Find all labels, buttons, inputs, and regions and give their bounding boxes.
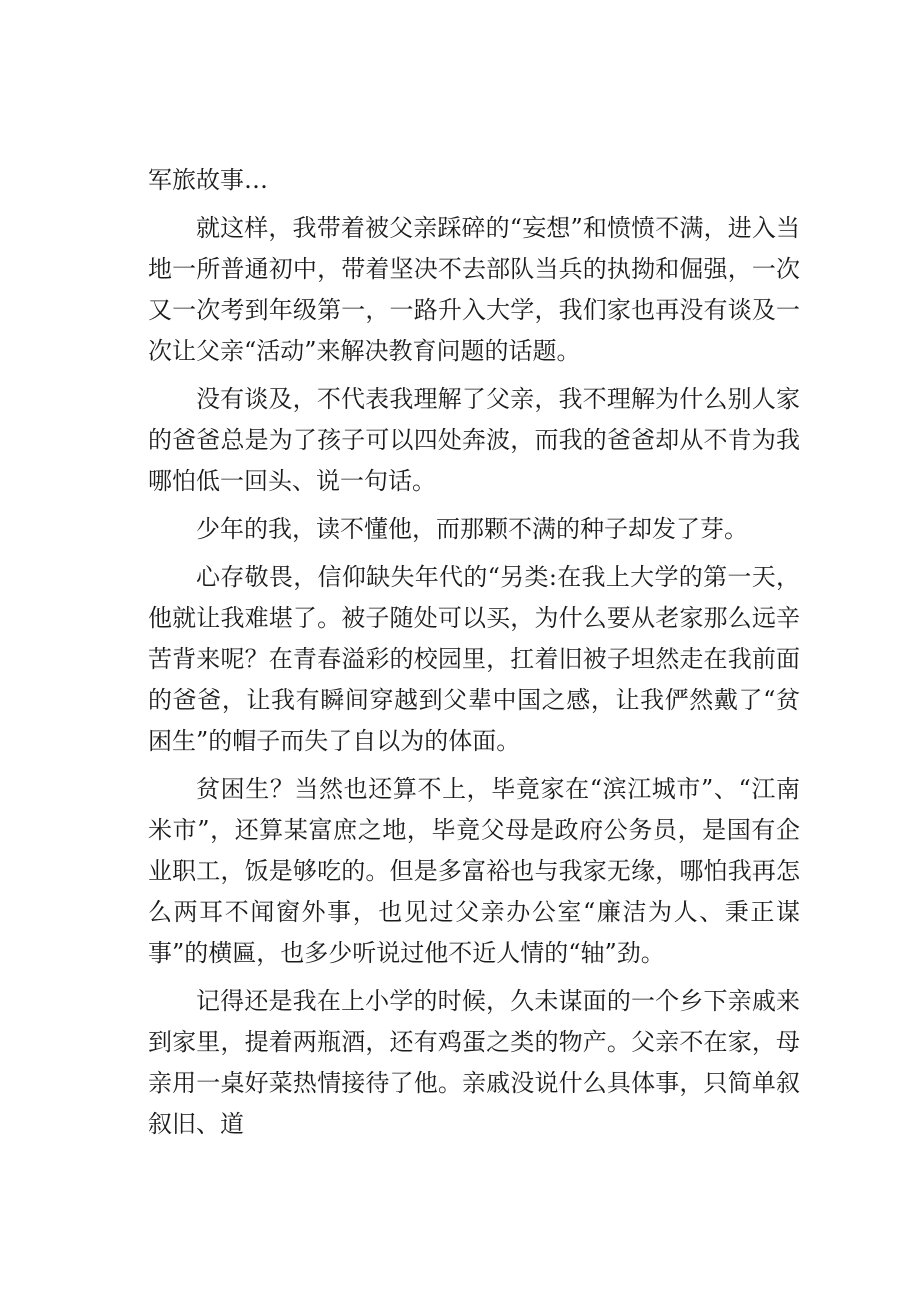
paragraph-continuation: 军旅故事… <box>148 166 268 194</box>
paragraph: 少年的我，读不懂他，而那颗不满的种子却发了芽。 <box>196 515 748 543</box>
paragraph: 没有谈及，不代表我理解了父亲，我不理解为什么别人家的爸爸总是为了孩子可以四处奔波，而我的爸爸却从不肯为我哪怕低一回头、说一句话。 <box>148 385 800 495</box>
paragraph: 贫困生？当然也还算不上，毕竟家在“滨江城市”、“江南米市”，还算某富庶之地，毕竟父母是政府公务员，是国有企业职工，饭是够吃的。但是多富裕也与我家无缘，哪怕我再怎么两耳不闻窗外事，也见过父亲办公室“廉洁为人、秉正谋事”的横匾，也多少听说过他不近人情的“轴”劲。 <box>148 775 800 967</box>
paragraph: 就这样，我带着被父亲踩碎的“妄想”和愤愤不满，进入当地一所普通初中，带着坚决不去部队当兵的执拗和倔强，一次又一次考到年级第一，一路升入大学，我们家也再没有谈及一次让父亲“活动”来解决教育问题的话题。 <box>148 214 800 365</box>
document-body <box>148 160 800 1152</box>
paragraph: 心存敬畏，信仰缺失年代的“另类:在我上大学的第一天，他就让我难堪了。被子随处可以买，为什么要从老家那么远辛苦背来呢？在青春溢彩的校园里，扛着旧被子坦然走在我前面的爸爸，让我有瞬间穿越到父辈中国之感，让我俨然戴了“贫困生”的帽子而失了自以为的体面。 <box>148 563 800 755</box>
paragraph: 记得还是我在上小学的时候，久未谋面的一个乡下亲戚来到家里，提着两瓶酒，还有鸡蛋之类的物产。父亲不在家，母亲用一桌好菜热情接待了他。亲戚没说什么具体事，只简单叙叙旧、道 <box>148 987 800 1138</box>
